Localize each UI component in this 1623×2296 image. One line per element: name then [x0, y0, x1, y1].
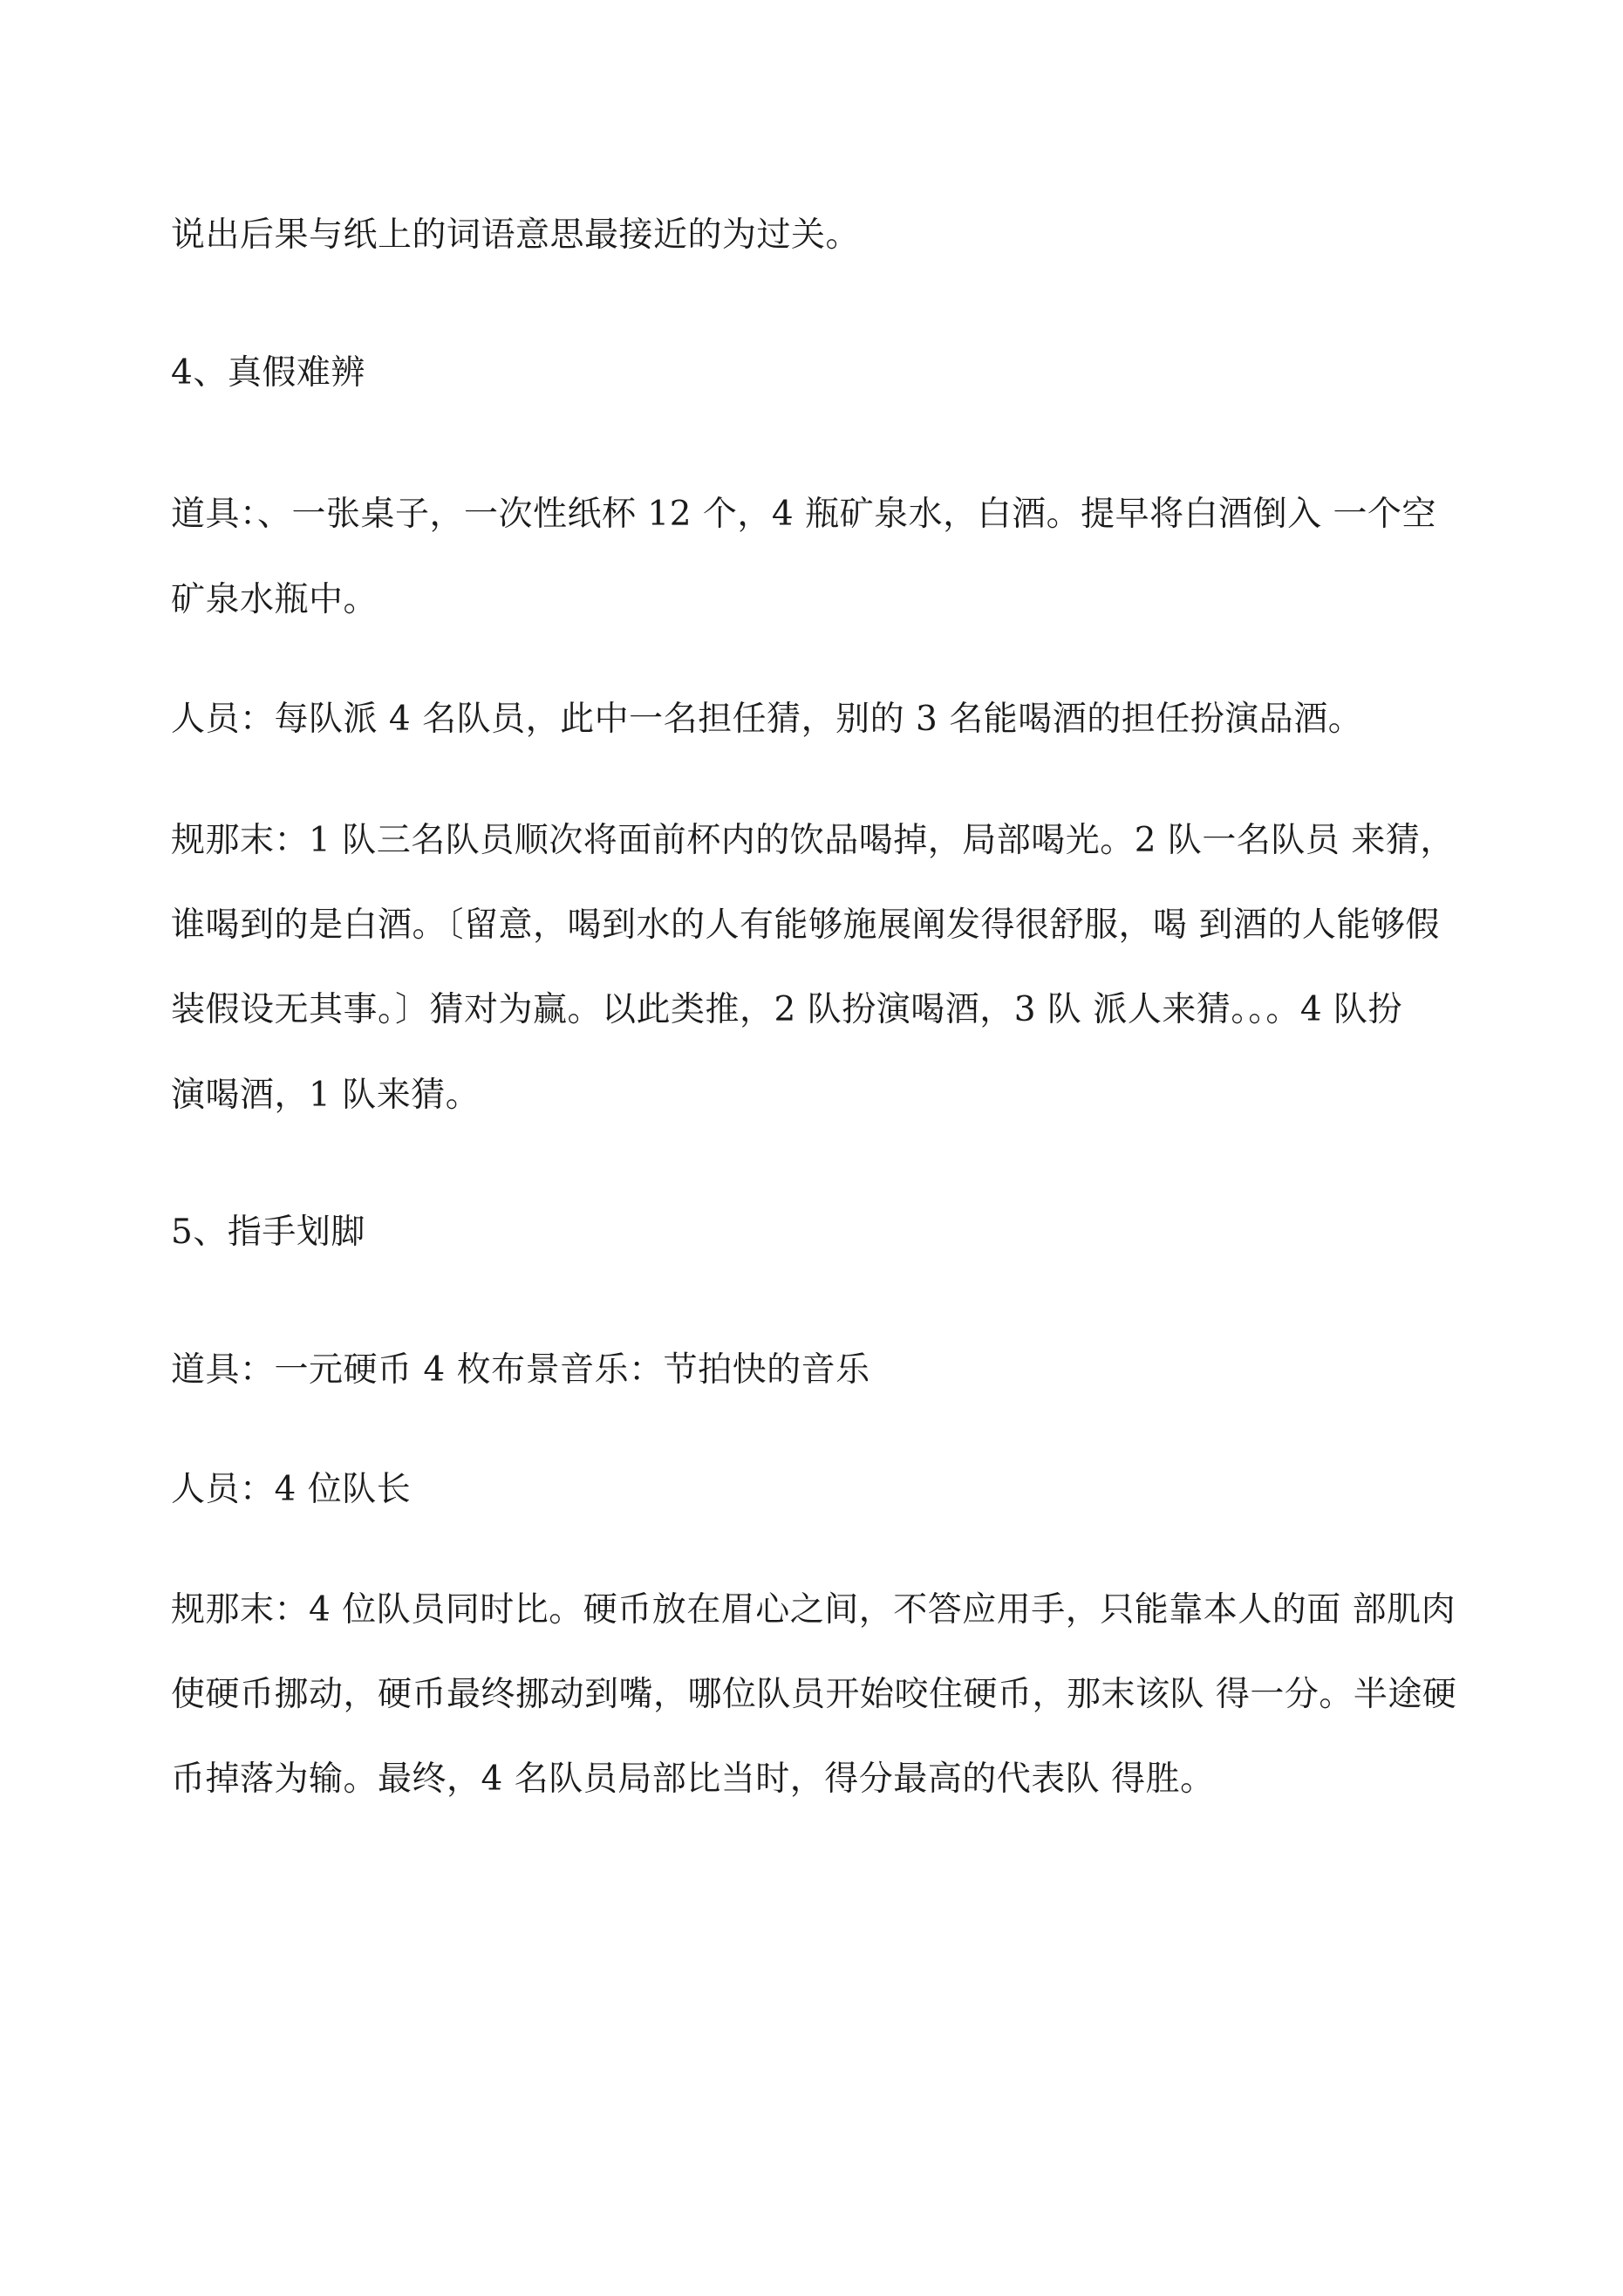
paragraph-line: 说出后果与纸上的词语意思最接近的为过关。 — [171, 215, 861, 255]
paragraph-line: 道具：一元硬币 4 枚布景音乐：节拍快的音乐 — [171, 1350, 870, 1390]
paragraph-line: 矿泉水瓶中。 — [171, 580, 378, 619]
paragraph-line: 人员：4 位队长 — [171, 1470, 412, 1509]
paragraph-line: 道具：、一张桌子，一次性纸杯 12 个，4 瓶矿泉水，白酒。提早将白酒倒入 一个空 — [171, 495, 1437, 534]
paragraph-line: 规那末：1 队三名队员顺次将面前杯内的饮品喝掉，局部喝光。2 队一名队员 来猜， — [171, 821, 1455, 860]
paragraph-line: 人员：每队派 4 名队员，此中一名担任猜，别的 3 名能喝酒的担任扮演品酒。 — [171, 700, 1363, 739]
section-heading: 5、指手划脚 — [171, 1213, 365, 1252]
paragraph-line: 演喝酒，1 队来猜。 — [171, 1076, 481, 1115]
paragraph-line: 使硬币挪动，硬币最终挪动到嘴，哪位队员开始咬住硬币，那末该队 得一分。半途硬 — [171, 1675, 1457, 1714]
paragraph-line: 规那末：4 位队员同时比。硬币放在眉心之间，不答应用手，只能靠本人的面 部肌肉 — [171, 1590, 1456, 1630]
paragraph-line: 币掉落为输。最终，4 名队员局部比当时，得分最高的代表队 得胜。 — [171, 1760, 1215, 1799]
paragraph-line: 装假设无其事。〕猜对为赢。以此类推，2 队扮演喝酒，3 队 派人来猜。。。4 队扮 — [171, 990, 1403, 1029]
section-heading: 4、真假难辨 — [171, 353, 365, 393]
paragraph-line: 谁喝到的是白酒。〔留意，喝到水的人有能够施展阐发得很舒服，喝 到酒的人能够假 — [171, 905, 1440, 945]
